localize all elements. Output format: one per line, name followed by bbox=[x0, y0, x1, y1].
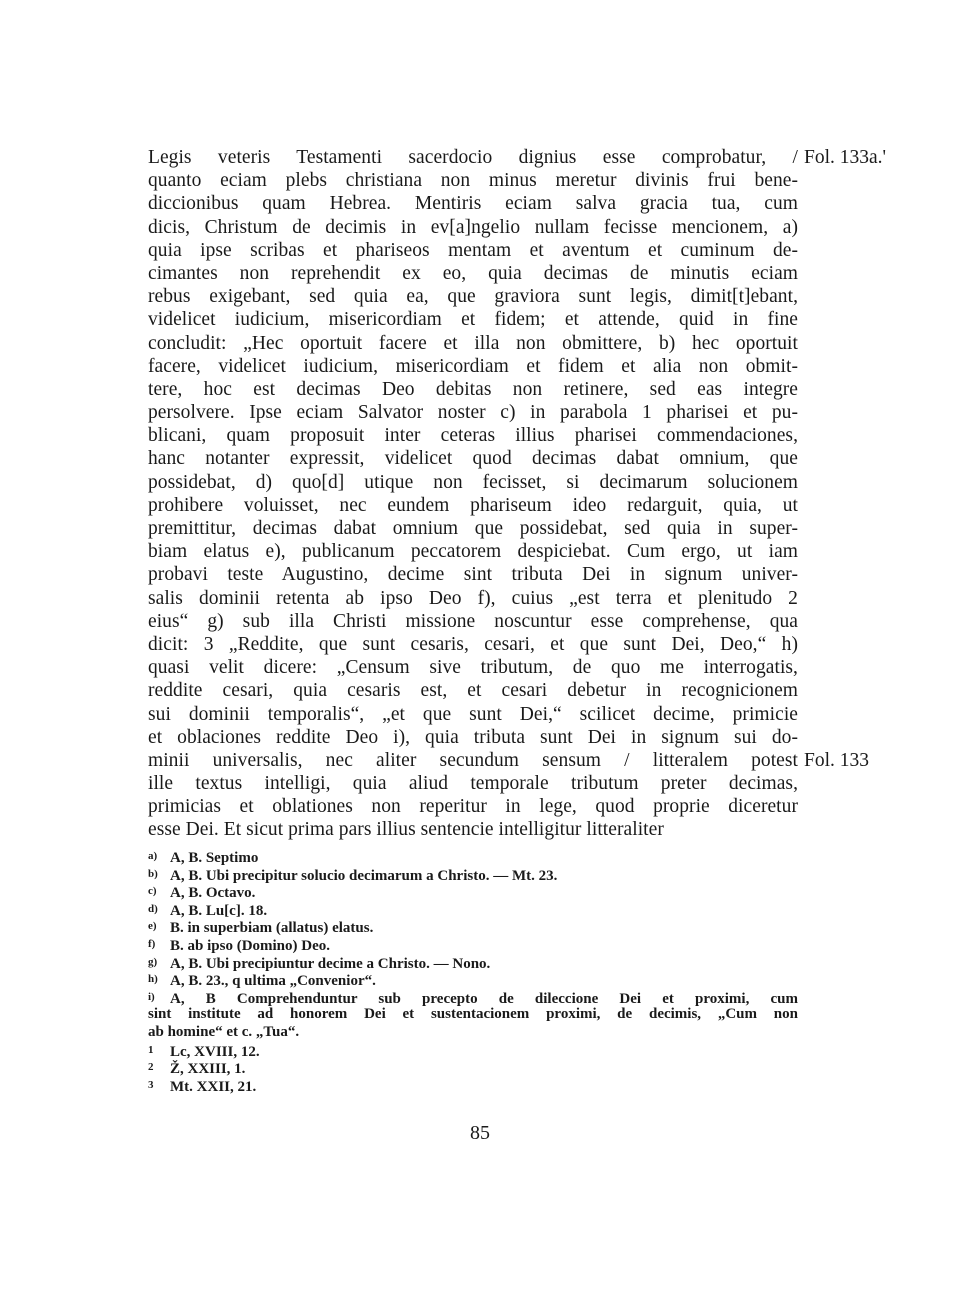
footnote-mark: h) bbox=[148, 973, 158, 986]
footnote-mark: e) bbox=[148, 920, 157, 933]
footnote-mark: b) bbox=[148, 867, 158, 880]
footnote bbox=[148, 936, 798, 954]
footnote bbox=[148, 1077, 798, 1095]
text-line: diccionibus quam Hebrea. Mentiris eciam salva gracia tua, cum bbox=[148, 193, 798, 215]
text-line: et oblaciones reddite Deo i), quia tributa sunt Dei in signum sui do- bbox=[148, 726, 798, 748]
text-line: dicis, Christum de decimis in ev[a]ngelio nullam fecisse mencionem, a) bbox=[148, 216, 798, 238]
footnote bbox=[148, 954, 798, 972]
footnote-text: A, B Comprehenduntur sub precepto de dileccione Dei et proximi, cum bbox=[170, 990, 798, 1007]
footnote bbox=[148, 1059, 798, 1077]
folio-margin-note: Fol. 133a.' bbox=[804, 147, 887, 168]
text-line: primicias et oblationes non reperitur in lege, quod proprie diceretur bbox=[148, 796, 798, 818]
footnote-text: A, B. 23., q ultima „Convenior“. bbox=[170, 973, 376, 990]
text-line: videlicet iudicium, misericordiam et fidem; et attende, quid in fine bbox=[148, 309, 798, 331]
text-line: persolvere. Ipse eciam Salvator noster c) in parabola 1 pharisei et pu- bbox=[148, 402, 798, 424]
text-line: premittitur, decimas dabat omnium que possidebat, sed quia in super- bbox=[148, 518, 798, 539]
text-line: possidebat, d) quo[d] utique non fecisset, si decimarum solucionem bbox=[148, 471, 798, 493]
text-line: rebus exigebant, sed quia ea, que graviora sunt legis, dimit[t]ebant, bbox=[148, 286, 798, 308]
text-line: esse Dei. Et sicut prima pars illius sentencie intelligitur litteraliter bbox=[148, 819, 664, 841]
text-line: eius“ g) sub illa Christi missione noscuntur esse comprehense, qua bbox=[148, 610, 798, 632]
text-line: quasi velit dicere: „Censum sive tributum, de quo me interrogatis, bbox=[148, 657, 798, 679]
footnote-text: Ž, XXIII, 1. bbox=[170, 1061, 246, 1078]
folio-margin-note: Fol. 133 bbox=[804, 750, 870, 771]
text-line: Legis veteris Testamenti sacerdocio dignius esse comprobatur, / bbox=[148, 147, 798, 168]
text-line: cimantes non reprehendit ex eo, quia decimas de minutis eciam bbox=[148, 262, 798, 284]
footnote bbox=[148, 883, 798, 901]
footnote-mark: 3 bbox=[148, 1078, 154, 1091]
footnote bbox=[148, 901, 798, 919]
footnote-mark: g) bbox=[148, 955, 158, 968]
text-line: blicani, quam proposuit inter ceteras illius pharisei commendaciones, bbox=[148, 425, 798, 447]
footnote-text: A, B. Ubi precipiuntur decime a Christo. — Nono. bbox=[170, 955, 491, 972]
footnotes bbox=[148, 848, 798, 1094]
footnote-mark: i) bbox=[148, 990, 155, 1003]
main-text-block bbox=[148, 146, 798, 842]
footnote-text: A, B. Ubi precipitur solucio decimarum a Christo. — Mt. 23. bbox=[170, 867, 558, 884]
text-line: facere, videlicet iudicium, misericordiam et fidem et alia non obmit- bbox=[148, 355, 798, 377]
text-line: minii universalis, nec aliter secundum sensum / litteralem potest bbox=[148, 749, 798, 771]
footnote-text: ab homine“ et c. „Tua“. bbox=[148, 1023, 300, 1040]
text-line: reddite cesari, quia cesaris est, et cesari debetur in recognicionem bbox=[148, 680, 798, 702]
text-line: tere, hoc est decimas Deo debitas non retinere, sed eas integre bbox=[148, 378, 798, 400]
text-line: prohibere voluisset, nec eundem phariseum ideo redarguit, quia, ut bbox=[148, 494, 798, 516]
footnote-continuation bbox=[148, 1024, 798, 1042]
text-line: ille textus intelligi, quia aliud temporale tributum preter decimas, bbox=[148, 773, 798, 795]
text-line: sui dominii temporalis“, „et que sunt Dei,“ scilicet decime, primicie bbox=[148, 703, 798, 725]
text-line: concludit: „Hec oportuit facere et illa non obmittere, b) hec oportuit bbox=[148, 332, 798, 354]
footnote-text: Lc, XVIII, 12. bbox=[170, 1043, 260, 1060]
footnote-mark: f) bbox=[148, 937, 156, 950]
footnote-continuation bbox=[148, 1006, 798, 1024]
text-line: quanto eciam plebs christiana non minus meretur divinis frui bene- bbox=[148, 170, 798, 192]
footnote-mark: c) bbox=[148, 885, 157, 898]
footnote-mark: 2 bbox=[148, 1061, 154, 1074]
footnote-text: A, B. Octavo. bbox=[170, 885, 256, 902]
footnote-text: B. in superbiam (allatus) elatus. bbox=[170, 920, 374, 937]
footnote-text: A, B. Septimo bbox=[170, 850, 259, 866]
text-line: hanc notanter expressit, videlicet quod decimas dabat omnium, que bbox=[148, 448, 798, 470]
text-line: biam elatus e), publicanum peccatorem despiciebat. Cum ergo, ut iam bbox=[148, 541, 798, 563]
footnote-text: B. ab ipso (Domino) Deo. bbox=[170, 937, 331, 954]
footnote-text: A, B. Lu[c]. 18. bbox=[170, 902, 268, 919]
page-number: 85 bbox=[470, 1122, 490, 1144]
footnote bbox=[148, 866, 798, 884]
text-line: quia ipse scribas et phariseos mentam et aventum et cuminum de- bbox=[148, 239, 798, 261]
text-line: probavi teste Augustino, decime sint tributa Dei in signum univer- bbox=[148, 564, 798, 586]
footnote bbox=[148, 1042, 798, 1060]
footnote-mark: d) bbox=[148, 902, 158, 915]
footnote-text: sint institute ad honorem Dei et sustentacionem proximi, de decimis, „Cum non bbox=[148, 1006, 798, 1023]
footnote-mark: 1 bbox=[148, 1043, 154, 1056]
footnote bbox=[148, 989, 798, 1007]
footnote bbox=[148, 971, 798, 989]
footnote bbox=[148, 848, 798, 866]
text-line: salis dominii retenta ab ipso Deo f), cuius „est terra et plenitudo 2 bbox=[148, 587, 798, 609]
footnote bbox=[148, 918, 798, 936]
footnote-text: Mt. XXII, 21. bbox=[170, 1078, 257, 1095]
footnote-mark: a) bbox=[148, 850, 158, 862]
text-line: dicit: 3 „Reddite, que sunt cesaris, cesari, et que sunt Dei, Deo,“ h) bbox=[148, 633, 798, 655]
